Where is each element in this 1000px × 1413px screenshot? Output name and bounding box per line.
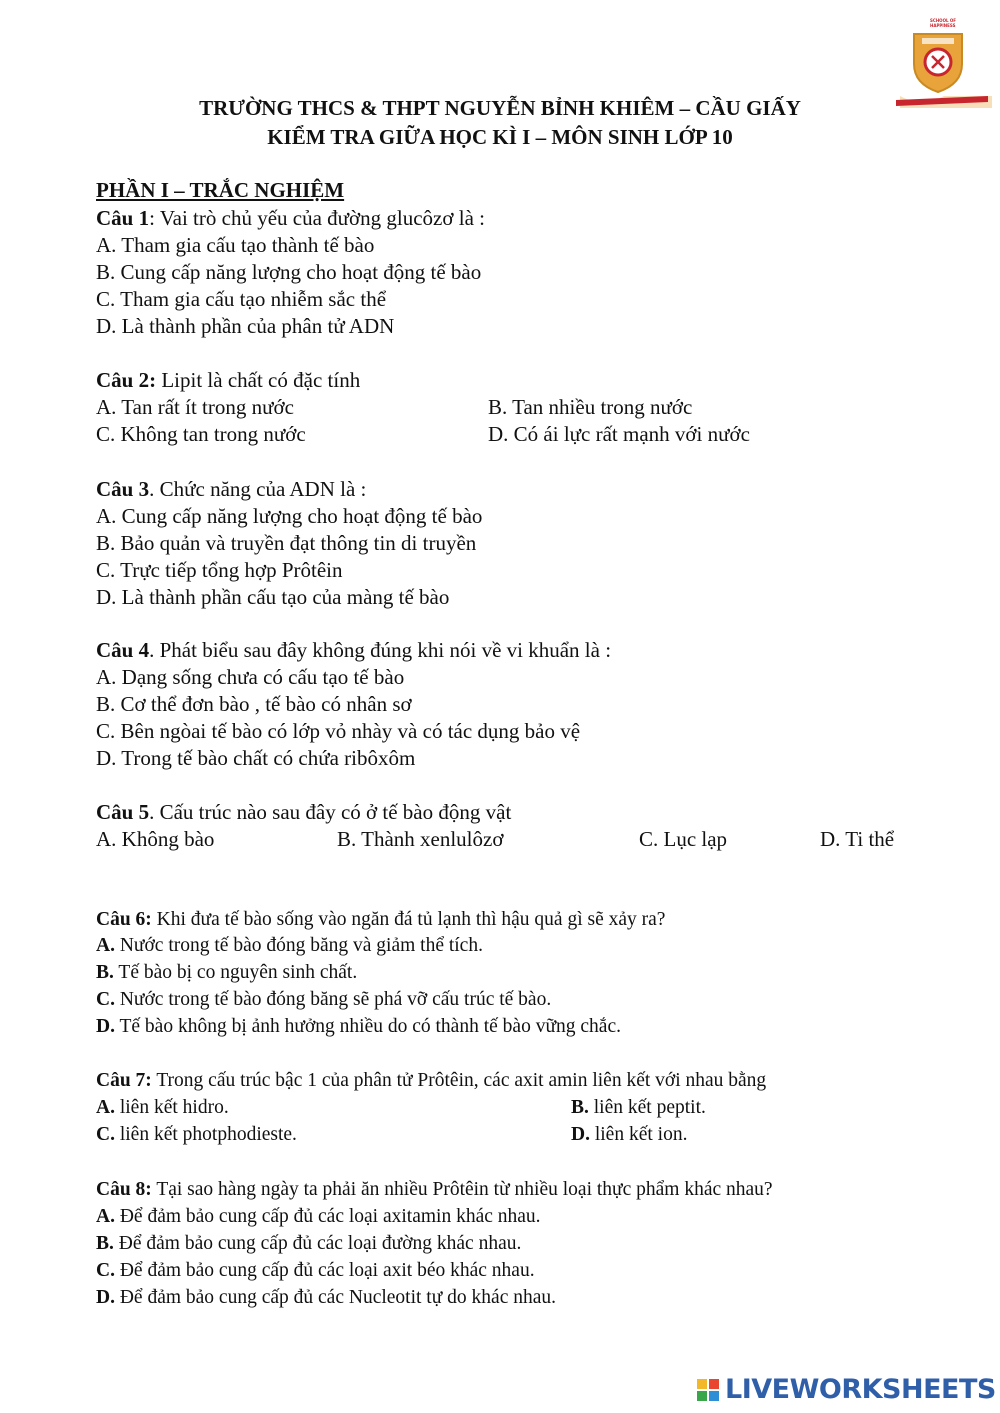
q1-option-c[interactable]: C. Tham gia cấu tạo nhiễm sắc thể — [96, 287, 387, 311]
liveworksheets-logo-icon — [697, 1379, 721, 1403]
option-text: Để đảm bảo cung cấp đủ các loại axit béo khác nhau. — [114, 1260, 535, 1281]
option-label: B. — [96, 962, 114, 983]
liveworksheets-brand: LIVEWORKSHEETS — [725, 1374, 996, 1405]
question-5 — [96, 800, 511, 825]
q1-option-a[interactable]: A. Tham gia cấu tạo thành tế bào — [96, 233, 375, 257]
q6-option-a[interactable] — [96, 935, 483, 957]
option-text: liên kết ion. — [589, 1124, 688, 1145]
option-label: D. — [571, 1124, 590, 1145]
option-label: A. — [96, 1206, 115, 1227]
q8-option-a[interactable] — [96, 1206, 541, 1228]
question-4 — [96, 638, 611, 663]
q1-option-b[interactable]: B. Cung cấp năng lượng cho hoạt động tế bào — [96, 260, 482, 284]
exam-title: KIỂM TRA GIỮA HỌC KÌ I – MÔN SINH LỚP 10 — [267, 125, 733, 149]
question-text: . Phát biểu sau đây không đúng khi nói về vi khuẩn là : — [149, 638, 612, 662]
question-label: Câu 4 — [96, 638, 150, 662]
q1-option-d[interactable]: D. Là thành phần của phân tử ADN — [96, 314, 395, 338]
option-text: Tế bào không bị ảnh hưởng nhiều do có thành tế bào vững chắc. — [114, 1016, 621, 1037]
question-label: Câu 3 — [96, 477, 150, 501]
option-label: B. — [96, 1233, 114, 1254]
q6-option-c[interactable] — [96, 989, 551, 1011]
question-label: Câu 8: — [96, 1179, 152, 1200]
q3-option-d[interactable]: D. Là thành phần cấu tạo của màng tế bào — [96, 585, 450, 609]
q4-option-a[interactable]: A. Dạng sống chưa có cấu tạo tế bào — [96, 665, 405, 689]
option-label: D. — [96, 1016, 115, 1037]
logo-text: SCHOOL OF HAPPINESS — [930, 18, 957, 28]
q4-option-b[interactable]: B. Cơ thể đơn bào , tế bào có nhân sơ — [96, 692, 412, 716]
q2-option-c[interactable]: C. Không tan trong nước — [96, 422, 306, 446]
q3-option-c[interactable]: C. Trực tiếp tổng hợp Prôtêin — [96, 558, 343, 582]
option-text: liên kết peptit. — [588, 1097, 706, 1118]
question-label: Câu 7: — [96, 1070, 152, 1091]
q8-option-b[interactable] — [96, 1233, 521, 1255]
question-text: . Cấu trúc nào sau đây có ở tế bào động vật — [149, 800, 512, 824]
question-label: Câu 6: — [96, 909, 152, 930]
question-text: Lipit là chất có đặc tính — [156, 368, 361, 392]
option-label: B. — [571, 1097, 589, 1118]
school-logo — [892, 12, 992, 108]
q8-option-d[interactable] — [96, 1287, 556, 1309]
q6-option-d[interactable] — [96, 1016, 621, 1038]
question-text: Trong cấu trúc bậc 1 của phân tử Prôtêin, các axit amin liên kết với nhau bằng — [151, 1070, 767, 1091]
q7-option-b[interactable] — [571, 1097, 706, 1119]
question-7 — [96, 1070, 766, 1092]
q7-option-d[interactable] — [571, 1124, 687, 1146]
section-title: PHẦN I – TRẮC NGHIỆM — [96, 178, 345, 202]
option-label: C. — [96, 989, 115, 1010]
q6-option-b[interactable] — [96, 962, 357, 984]
option-text: liên kết photphodieste. — [114, 1124, 297, 1145]
q7-option-c[interactable] — [96, 1124, 297, 1146]
question-text: . Chức năng của ADN là : — [149, 477, 367, 501]
liveworksheets-footer[interactable] — [697, 1374, 997, 1410]
q2-option-b[interactable]: B. Tan nhiều trong nước — [488, 395, 693, 419]
question-8 — [96, 1179, 773, 1201]
question-text: Khi đưa tế bào sống vào ngăn đá tủ lạnh thì hậu quả gì sẽ xảy ra? — [151, 909, 666, 930]
q5-option-d[interactable]: D. Ti thể — [820, 827, 895, 851]
question-label: Câu 2: — [96, 368, 157, 392]
question-1 — [96, 206, 485, 231]
option-label: C. — [96, 1260, 115, 1281]
question-2 — [96, 368, 360, 393]
q5-option-a[interactable]: A. Không bào — [96, 827, 215, 851]
question-6 — [96, 909, 665, 931]
question-text: : Vai trò chủ yếu của đường glucôzơ là : — [149, 206, 485, 230]
q2-option-a[interactable]: A. Tan rất ít trong nước — [96, 395, 294, 419]
q2-option-d[interactable]: D. Có ái lực rất mạnh với nước — [488, 422, 750, 446]
option-text: liên kết hidro. — [114, 1097, 229, 1118]
option-text: Để đảm bảo cung cấp đủ các Nucleotit tự do khác nhau. — [114, 1287, 557, 1308]
question-3 — [96, 477, 366, 502]
q5-option-c[interactable]: C. Lục lạp — [639, 827, 728, 851]
option-label: C. — [96, 1124, 115, 1145]
option-label: D. — [96, 1287, 115, 1308]
q8-option-c[interactable] — [96, 1260, 535, 1282]
option-text: Để đảm bảo cung cấp đủ các loại axitamin khác nhau. — [114, 1206, 541, 1227]
school-title: TRƯỜNG THCS & THPT NGUYỄN BỈNH KHIÊM – CẦU GIẤY — [199, 96, 801, 120]
option-text: Để đảm bảo cung cấp đủ các loại đường khác nhau. — [113, 1233, 522, 1254]
question-text: Tại sao hàng ngày ta phải ăn nhiều Prôtêin từ nhiều loại thực phẩm khác nhau? — [151, 1179, 773, 1200]
q3-option-a[interactable]: A. Cung cấp năng lượng cho hoạt động tế bào — [96, 504, 483, 528]
q3-option-b[interactable]: B. Bảo quản và truyền đạt thông tin di truyền — [96, 531, 477, 555]
q5-option-b[interactable]: B. Thành xenlulôzơ — [337, 827, 504, 851]
question-label: Câu 1 — [96, 206, 150, 230]
q4-option-c[interactable]: C. Bên ngòai tế bào có lớp vỏ nhày và có tác dụng bảo vệ — [96, 719, 581, 743]
option-text: Tế bào bị co nguyên sinh chất. — [113, 962, 358, 983]
q7-option-a[interactable] — [96, 1097, 229, 1119]
q4-option-d[interactable]: D. Trong tế bào chất có chứa ribôxôm — [96, 746, 416, 770]
option-label: A. — [96, 1097, 115, 1118]
option-text: Nước trong tế bào đóng băng sẽ phá vỡ cấu trúc tế bào. — [114, 989, 552, 1010]
option-label: A. — [96, 935, 115, 956]
option-text: Nước trong tế bào đóng băng và giảm thể tích. — [114, 935, 483, 956]
question-label: Câu 5 — [96, 800, 150, 824]
